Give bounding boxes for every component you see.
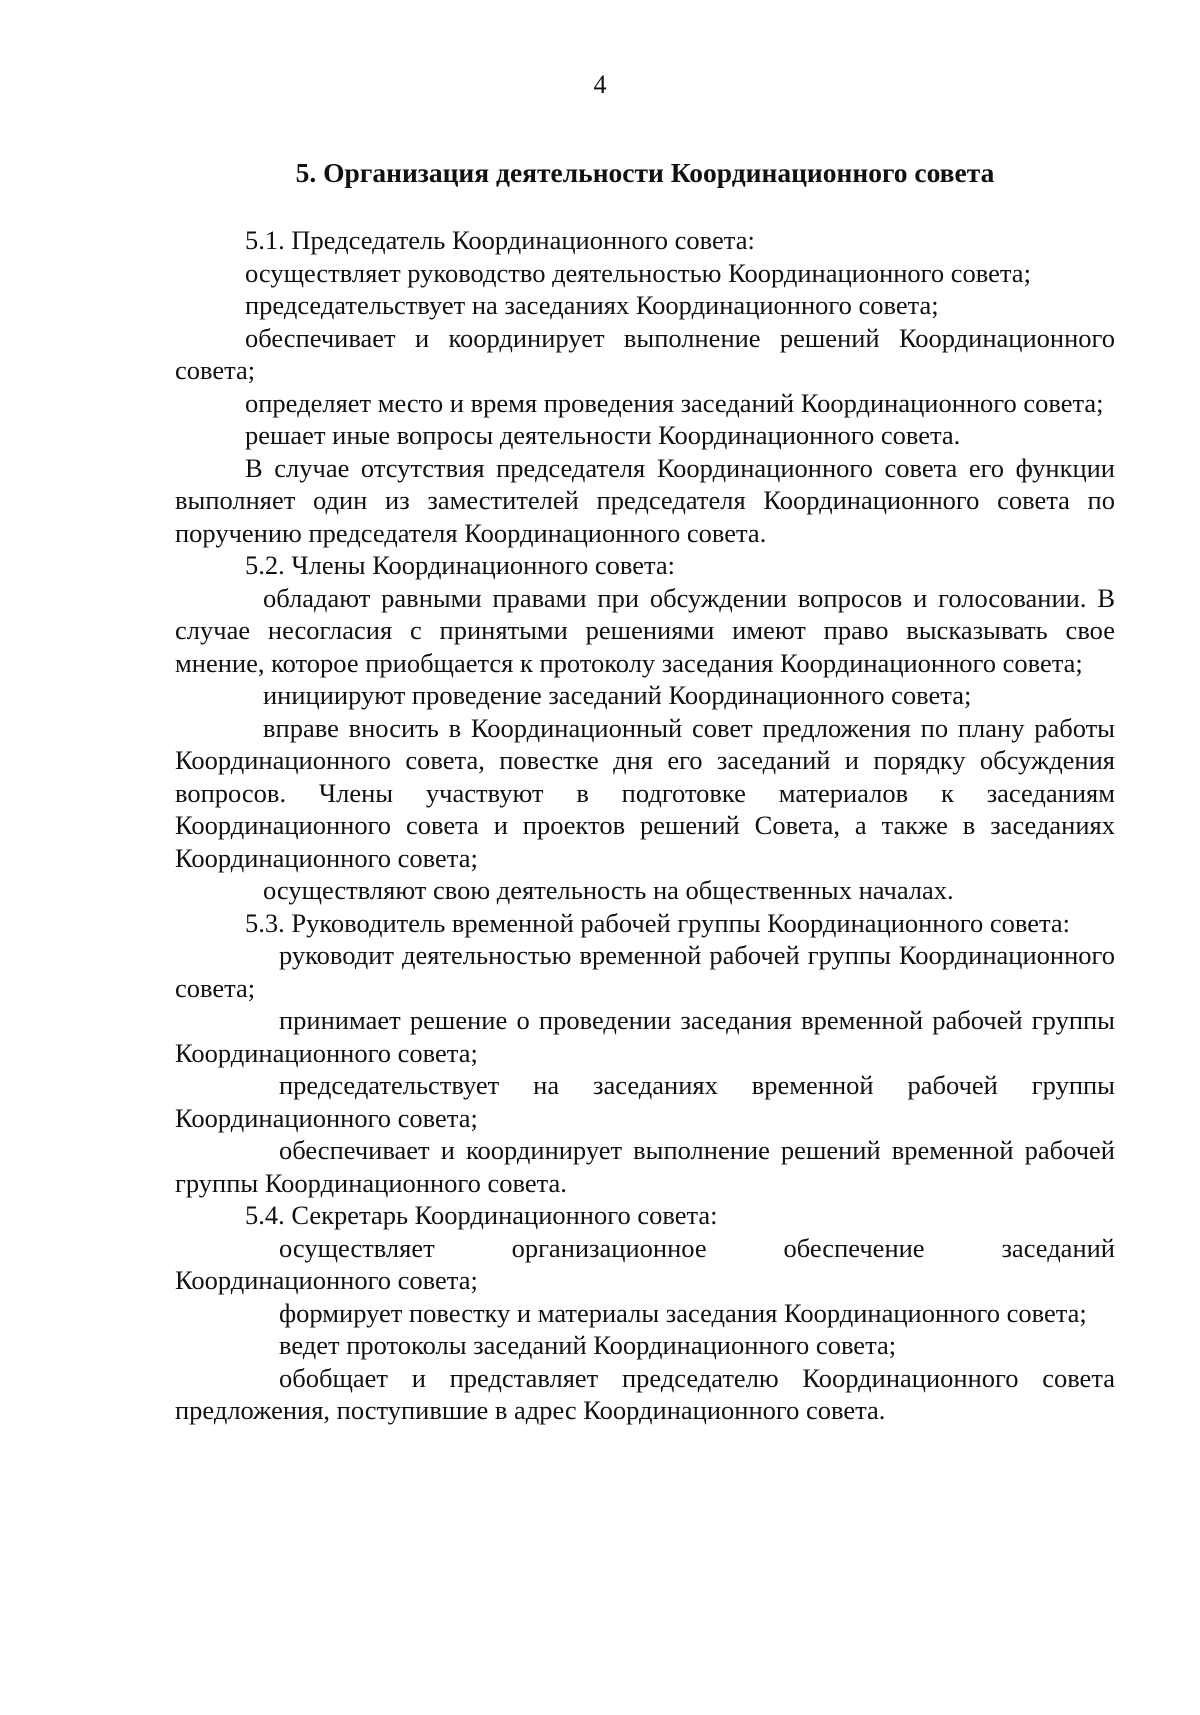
list-item: ведет протоколы заседаний Координационного совета; <box>279 1330 897 1360</box>
list-item: обобщает и представляет председателю Координационного совета предложения, поступившие в адрес Координационного совета. <box>175 1362 1115 1425</box>
paragraph: В случае отсутствия председателя Координационного совета его функции выполняет один из заместителей председателя Координационного совета по поручению председателя Координационного совета. <box>175 452 1115 548</box>
list-item: формирует повестку и материалы заседания Координационного совета; <box>279 1297 1087 1328</box>
list-item: инициируют проведение заседаний Координационного совета; <box>263 680 972 710</box>
list-item: осуществляют свою деятельность на общественных началах. <box>263 875 954 905</box>
list-item: руководит деятельностью временной рабочей группы Координационного совета; <box>175 940 1115 1003</box>
clause-5-4-heading: 5.4. Секретарь Координационного совета: <box>245 1200 718 1230</box>
page-number: 4 <box>593 70 607 99</box>
list-item: осуществляет организационное обеспечение заседаний Координационного совета; <box>175 1232 1115 1295</box>
list-item: обеспечивает и координирует выполнение решений Координационного совета; <box>175 322 1115 385</box>
list-item: обеспечивает и координирует выполнение решений временной рабочей группы Координационного совета. <box>175 1135 1115 1198</box>
list-item: председательствует на заседаниях Координационного совета; <box>245 290 939 320</box>
list-item: принимает решение о проведении заседания временной рабочей группы Координационного совета; <box>175 1005 1115 1068</box>
clause-5-3-heading: 5.3. Руководитель временной рабочей группы Координационного совета: <box>245 907 1070 938</box>
clause-5-1-heading: 5.1. Председатель Координационного совета: <box>245 225 755 255</box>
list-item: решает иные вопросы деятельности Координационного совета. <box>245 420 961 450</box>
list-item: председательствует на заседаниях временной рабочей группы Координационного совета; <box>175 1070 1115 1133</box>
section-title: 5. Организация деятельности Координационного совета <box>295 157 995 188</box>
list-item: осуществляет руководство деятельностью Координационного совета; <box>245 257 1031 288</box>
clause-5-2-heading: 5.2. Члены Координационного совета: <box>245 550 676 580</box>
list-item: определяет место и время проведения заседаний Координационного совета; <box>245 387 1104 418</box>
document-body <box>175 224 1115 1427</box>
list-item: вправе вносить в Координационный совет предложения по плану работы Координационного совета, повестке дня его заседаний и порядку обсуждения вопросов. Члены участвуют в подготовке материалов к заседаниям Координационного совета и проектов решений Совета, а также в заседаниях Координационного совета; <box>175 712 1115 873</box>
list-item: обладают равными правами при обсуждении вопросов и голосовании. В случае несогласия с принятыми решениями имеют право высказывать свое мнение, которое приобщается к протоколу заседания Координационного совета; <box>175 582 1115 678</box>
